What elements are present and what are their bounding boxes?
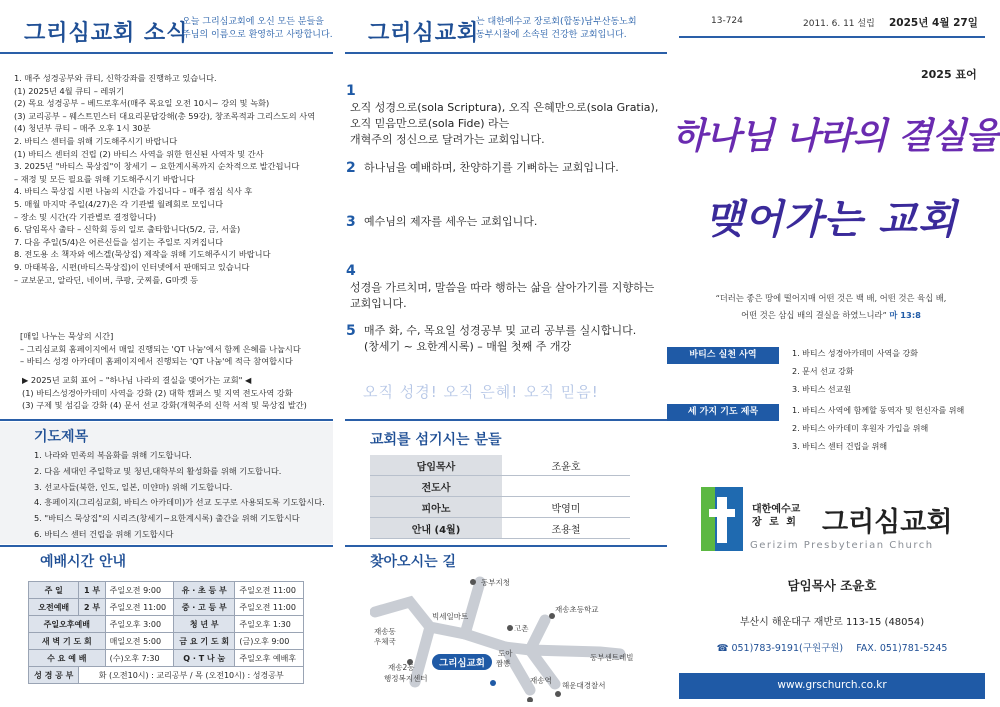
- founded: 2011. 6. 11 설립: [803, 19, 875, 29]
- worship-cell-c: 주일오전 9:00: [105, 582, 173, 599]
- news-item: 6. 담임목사 출타 – 신학회 등의 일로 출타합니다(5/2, 금, 서울): [14, 224, 241, 235]
- prayer3-list: [792, 402, 964, 456]
- motto-line2: 맺어가는 교회: [704, 196, 958, 243]
- prayer-list: [34, 448, 325, 543]
- left-header-sub2: 주님의 이름으로 환영하고 사랑합니다.: [182, 30, 333, 40]
- mid-header-sub2: 동부시찰에 소속된 건강한 교회입니다.: [476, 30, 627, 40]
- left-header-title: 그리심교회 소식: [24, 21, 189, 46]
- worship-cell-time: 주일오후 3:00: [105, 616, 173, 633]
- contact-phone-fax: [679, 640, 985, 654]
- worship-cell-e: 주일오전 11:00: [235, 582, 304, 599]
- worship-cell-time: (수)오후 7:30: [105, 650, 173, 667]
- prayer-item: 6. 바티스 센터 건립을 위해 기도합시다: [34, 528, 174, 539]
- prayer-title: 기도제목: [34, 429, 89, 445]
- worship-cell-e: 주일오전 11:00: [235, 599, 304, 616]
- mission-text: [350, 100, 658, 148]
- news-item: 7. 다음 주일(5/4)은 어른신들을 섬기는 주일로 지켜집니다: [14, 236, 224, 247]
- prayer-item: 1. 나라와 민족의 복음화를 위해 기도합니다.: [34, 450, 192, 460]
- worship-table: [28, 581, 304, 684]
- motto-note-item: (1) 바티스성경아카데미 사역을 강화 (2) 대학 캠퍼스 및 지역 전도사역 강화: [22, 387, 293, 398]
- mission-line: 개혁주의 정신으로 달려가는 교회입니다.: [350, 133, 545, 146]
- sharing-item: – 바티스 성경 아카데미 홈페이지에서 진행되는 'QT 나눔'에 적극 참여합시다: [20, 356, 293, 367]
- minister-role: 안내 (4월): [370, 518, 502, 539]
- worship-cell-b: 2 부: [79, 599, 105, 616]
- contact-url[interactable]: www.grschurch.co.kr: [777, 679, 887, 691]
- worship-cell-label2: Q · T 나 눔: [174, 650, 235, 667]
- map-post: 우체국: [374, 637, 396, 646]
- contact-address: 부산시 해운대구 재반로 113-15 (48054): [739, 617, 925, 628]
- logo-name: 그리심교회: [822, 507, 953, 538]
- map-dongbu-jichung: 동부지청: [481, 578, 510, 587]
- logo-small1: 대한예수교: [752, 504, 801, 515]
- map-welfare: 행정복지센터: [384, 674, 428, 683]
- mission-item: [346, 83, 666, 148]
- worship-rule: [0, 545, 333, 547]
- news-item: (1) 바티스 센터의 건립 (2) 바티스 사역을 위한 헌신된 사역자 및 간사: [14, 148, 264, 159]
- sharing-notes: [20, 330, 332, 368]
- worship-cell-a: 주 일: [29, 582, 79, 599]
- map-police: 해운대경찰서: [562, 681, 606, 690]
- worship-cell-d: 유 · 초 등 부: [174, 582, 235, 599]
- map-jjimppong: 짬뽕: [496, 659, 511, 668]
- news-item: 2. 바티스 센터를 위해 기도해주시기 바랍니다: [14, 135, 178, 146]
- mission-line: (창세기 ~ 요한계시록) – 매월 첫째 주 개강: [364, 340, 572, 353]
- mission-item: [346, 323, 636, 355]
- motto-verse-ref: 마 13:8: [889, 310, 921, 320]
- map-jesong-elem: 재송초등학교: [555, 605, 599, 614]
- minister-name: 박영미: [502, 497, 630, 518]
- left-header-rule: [0, 52, 333, 54]
- worship-row: [29, 599, 304, 616]
- directions-title: 찾아오시는 길: [370, 554, 457, 570]
- worship-cell-label2: 금 요 기 도 회: [174, 633, 235, 650]
- ministers-rule: [345, 419, 667, 421]
- prayer-rule: [0, 419, 333, 421]
- worship-row: [29, 582, 304, 599]
- minister-role: 담임목사: [370, 455, 502, 476]
- mission-item: [346, 160, 619, 177]
- motto-year: 2025 표어: [921, 68, 977, 81]
- prayer-item: 5. "바티스 묵상집"의 시리즈(창세기~요한계시록) 출간을 위해 기도합시다: [34, 513, 300, 524]
- worship-row: [29, 616, 304, 633]
- motto-note-item: ▶ 2025년 교회 표어 – "하나님 나라의 결실을 맺어가는 교회" ◀: [22, 375, 252, 385]
- news-list: [14, 72, 332, 286]
- logo-small2: 장 로 회: [752, 517, 798, 528]
- batis-list: [792, 345, 918, 399]
- mid-header-rule: [345, 52, 667, 54]
- batis-item: 3. 바티스 선교원: [792, 385, 852, 394]
- worship-row: [29, 633, 304, 650]
- church-marker: [490, 680, 496, 686]
- mission-number: 5: [346, 323, 356, 339]
- mission-text: [364, 160, 619, 176]
- logo-english: Gerizim Presbyterian Church: [750, 540, 934, 551]
- mission-text: [364, 214, 537, 230]
- mission-number: 4: [346, 263, 356, 279]
- mission-line: 교회입니다.: [350, 297, 407, 310]
- prayer3-label: 세 가지 기도 제목: [667, 404, 779, 421]
- mission-text: [350, 280, 654, 312]
- news-item: (2) 목요 성경공부 – 베드로후서(매주 목요일 오전 10시~ 강의 및 녹화): [14, 98, 270, 109]
- motto-note-item: (3) 구제 및 섬김을 강화 (4) 문서 선교 강화(개혁주의 신학 서적 및 묵상집 발간): [22, 400, 307, 411]
- sharing-item: – 그리심교회 홈페이지에서 매일 진행되는 'QT 나눔'에서 함께 은혜를 나눕시다: [20, 343, 301, 354]
- motto-line1: 하나님 나라의 결실을: [672, 115, 1000, 157]
- map-gochon: 고촌: [514, 624, 529, 633]
- mission-number: 2: [346, 160, 356, 176]
- minister-name: 조윤호: [502, 455, 630, 476]
- minister-name: 조용철: [502, 518, 630, 539]
- minister-name: [502, 476, 630, 497]
- prayer-item: 3. 선교사들(북한, 인도, 일본, 미얀마) 위해 기도합니다.: [34, 481, 233, 492]
- left-header-sub1: 오늘 그리심교회에 오신 모든 분들을: [182, 17, 324, 27]
- ministers-table: [370, 455, 630, 539]
- news-item: – 장소 및 시간(각 기관별로 결정합니다): [14, 211, 157, 222]
- contact-phone: ☎ 051)783-9191(구원구원): [716, 643, 844, 654]
- worship-cell-time2: 주일오후 예배후: [235, 650, 304, 667]
- worship-cell-c: 주일오전 11:00: [105, 599, 173, 616]
- motto-verse: [672, 290, 990, 324]
- mission-line: 매주 화, 수, 목요일 성경공부 및 교리 공부를 실시합니다.: [364, 324, 637, 337]
- worship-cell-d: 중 · 고 등 부: [174, 599, 235, 616]
- batis-item: 2. 문서 선교 강화: [792, 367, 854, 376]
- motto-note: [22, 374, 334, 412]
- batis-label: 바티스 실천 사역: [667, 347, 779, 364]
- worship-cell-time2: (금)오후 9:00: [235, 633, 304, 650]
- prayer3-item: 2. 바티스 아카데미 후원자 가입을 위해: [792, 424, 929, 433]
- map-jesong2: 재송2동: [388, 663, 415, 672]
- mission-line: 하나님을 예배하며, 찬양하기를 기뻐하는 교회입니다.: [364, 161, 619, 174]
- news-item: 1. 매주 성경공부와 큐티, 신학강좌를 진행하고 있습니다.: [14, 73, 217, 83]
- mid-header-sub: [476, 16, 637, 42]
- map-jesong-dong: 재송동: [374, 627, 396, 636]
- motto-verse-line2: [672, 307, 990, 324]
- prayer3-item: 1. 바티스 사역에 함께할 동역자 및 헌신자를 위해: [792, 406, 965, 415]
- worship-title: 예배시간 안내: [40, 554, 127, 570]
- news-item: 9. 마태복음, 시편(바티스묵상집)이 인터넷에서 판매되고 있습니다: [14, 261, 250, 272]
- map-bixel: 빅세일마트: [432, 612, 469, 621]
- motto-verse-text2: 어떤 것은 삼십 배의 결실을 하였느니라”: [741, 310, 890, 320]
- map-church-label: 그리심교회: [439, 658, 485, 669]
- prayer3-item: 3. 바티스 센터 건립을 위해: [792, 442, 888, 451]
- worship-cell-label: 새 벽 기 도 회: [29, 633, 106, 650]
- mission-number: 1: [346, 83, 356, 99]
- mid-header-title: 그리심교회: [368, 21, 480, 46]
- news-item: (1) 2025년 4월 큐티 – 레위기: [14, 85, 125, 96]
- worship-cell-time: 매일오전 5:00: [105, 633, 173, 650]
- sharing-item: [매일 나누는 묵상의 시간]: [20, 331, 114, 341]
- motto-verse-line1: “더러는 좋은 땅에 떨어지매 어떤 것은 백 배, 어떤 것은 육십 배,: [715, 293, 947, 303]
- map-labels: [374, 577, 633, 690]
- minister-role: 전도사: [370, 476, 502, 497]
- news-item: (3) 교리공부 – 웨스트민스터 대요리문답강해(총 59강), 창조목적과 그리스도의 사역: [14, 110, 316, 121]
- worship-cell-label: 성 경 공 부: [29, 667, 79, 684]
- map-jesong-station: 재송역: [530, 676, 552, 685]
- right-header-rule: [679, 36, 985, 38]
- worship-cell-label: 주일오후예배: [29, 616, 106, 633]
- worship-row: [29, 667, 304, 684]
- ministers-title: 교회를 섬기시는 분들: [370, 432, 502, 448]
- worship-cell-label2: 청 년 부: [174, 616, 235, 633]
- worship-cell-a: 오전예배: [29, 599, 79, 616]
- prayer-item: 4. 흥페이지(그리심교회, 바티스 아카데미)가 선교 도구로 사용되도록 기도합시다.: [34, 497, 325, 508]
- map-dongbu-central: 동부센트레빌: [590, 653, 634, 662]
- map-doa: 도아: [498, 649, 513, 658]
- directions-rule: [345, 545, 667, 547]
- news-item: (4) 청년부 큐티 – 매주 오후 1시 30분: [14, 123, 151, 134]
- mid-header-sub1: 는 대한예수교 장로회(합동)남부산동노회: [476, 17, 637, 27]
- prayer-item: 2. 다음 세대인 주일학교 및 청년,대학부의 활성화를 위해 기도합니다.: [34, 465, 282, 476]
- minister-row: [370, 518, 630, 539]
- bulletin-date: 2025년 4월 27일: [889, 17, 978, 29]
- minister-role: 피아노: [370, 497, 502, 518]
- mission-text: [364, 323, 636, 355]
- worship-cell-label: 수 요 예 배: [29, 650, 106, 667]
- news-item: 5. 매월 마지막 주일(4/27)은 각 기관별 월례회로 모입니다: [14, 198, 223, 209]
- worship-cell-time: 화 (오전10시) : 교리공부 / 목 (오전10시) : 성경공부: [79, 667, 304, 684]
- map: [370, 572, 660, 702]
- contact-pastor: 담임목사 조윤호: [787, 578, 877, 593]
- mission-line: 성경을 가르치며, 말씀을 따라 행하는 삶을 살아가기를 지향하는: [350, 281, 655, 294]
- mission-number: 3: [346, 214, 356, 230]
- issue-number: 13-724: [711, 16, 743, 26]
- batis-item: 1. 바티스 성경아카데미 사역을 강화: [792, 349, 918, 358]
- left-header-sub: [182, 16, 333, 42]
- mission-line: 예수님의 제자를 세우는 교회입니다.: [364, 215, 538, 228]
- news-item: 8. 전도용 소 책자와 에스겔(묵상집) 제작을 위해 기도해주시기 바랍니다: [14, 249, 271, 260]
- news-item: 3. 2025년 "바티스 묵상집"이 창세기 ~ 요한계시록까지 순차적으로 발간됩니다: [14, 161, 300, 172]
- news-item: – 교보문고, 알라딘, 네이버, 쿠팡, 굿찌를, G마켓 등: [14, 274, 199, 285]
- minister-row: [370, 497, 630, 518]
- contact-fax: FAX. 051)781-5245: [856, 643, 948, 654]
- mission-item: [346, 214, 537, 231]
- logo-small: [752, 503, 800, 529]
- worship-cell-b: 1 부: [79, 582, 105, 599]
- worship-cell-time2: 주일오후 1:30: [235, 616, 304, 633]
- mission-item: [346, 263, 666, 312]
- slogan: 오직 성경! 오직 은혜! 오직 믿음!: [363, 383, 599, 401]
- mission-line: 오직 성경으로(sola Scriptura), 오직 은혜만으로(sola Gratia),: [350, 101, 659, 114]
- minister-row: [370, 476, 630, 497]
- news-item: 4. 바티스 묵상집 시편 나눔의 시간을 가집니다 – 매주 점심 식사 후: [14, 186, 253, 197]
- map-svg: [370, 572, 660, 702]
- minister-row: [370, 455, 630, 476]
- church-logo-icon: [701, 487, 743, 551]
- mission-line: 오직 믿음만으로(sola Fide) 라는: [350, 117, 510, 130]
- worship-row: [29, 650, 304, 667]
- news-item: – 재정 및 모든 필요를 위해 기도해주시기 바랍니다: [14, 173, 195, 184]
